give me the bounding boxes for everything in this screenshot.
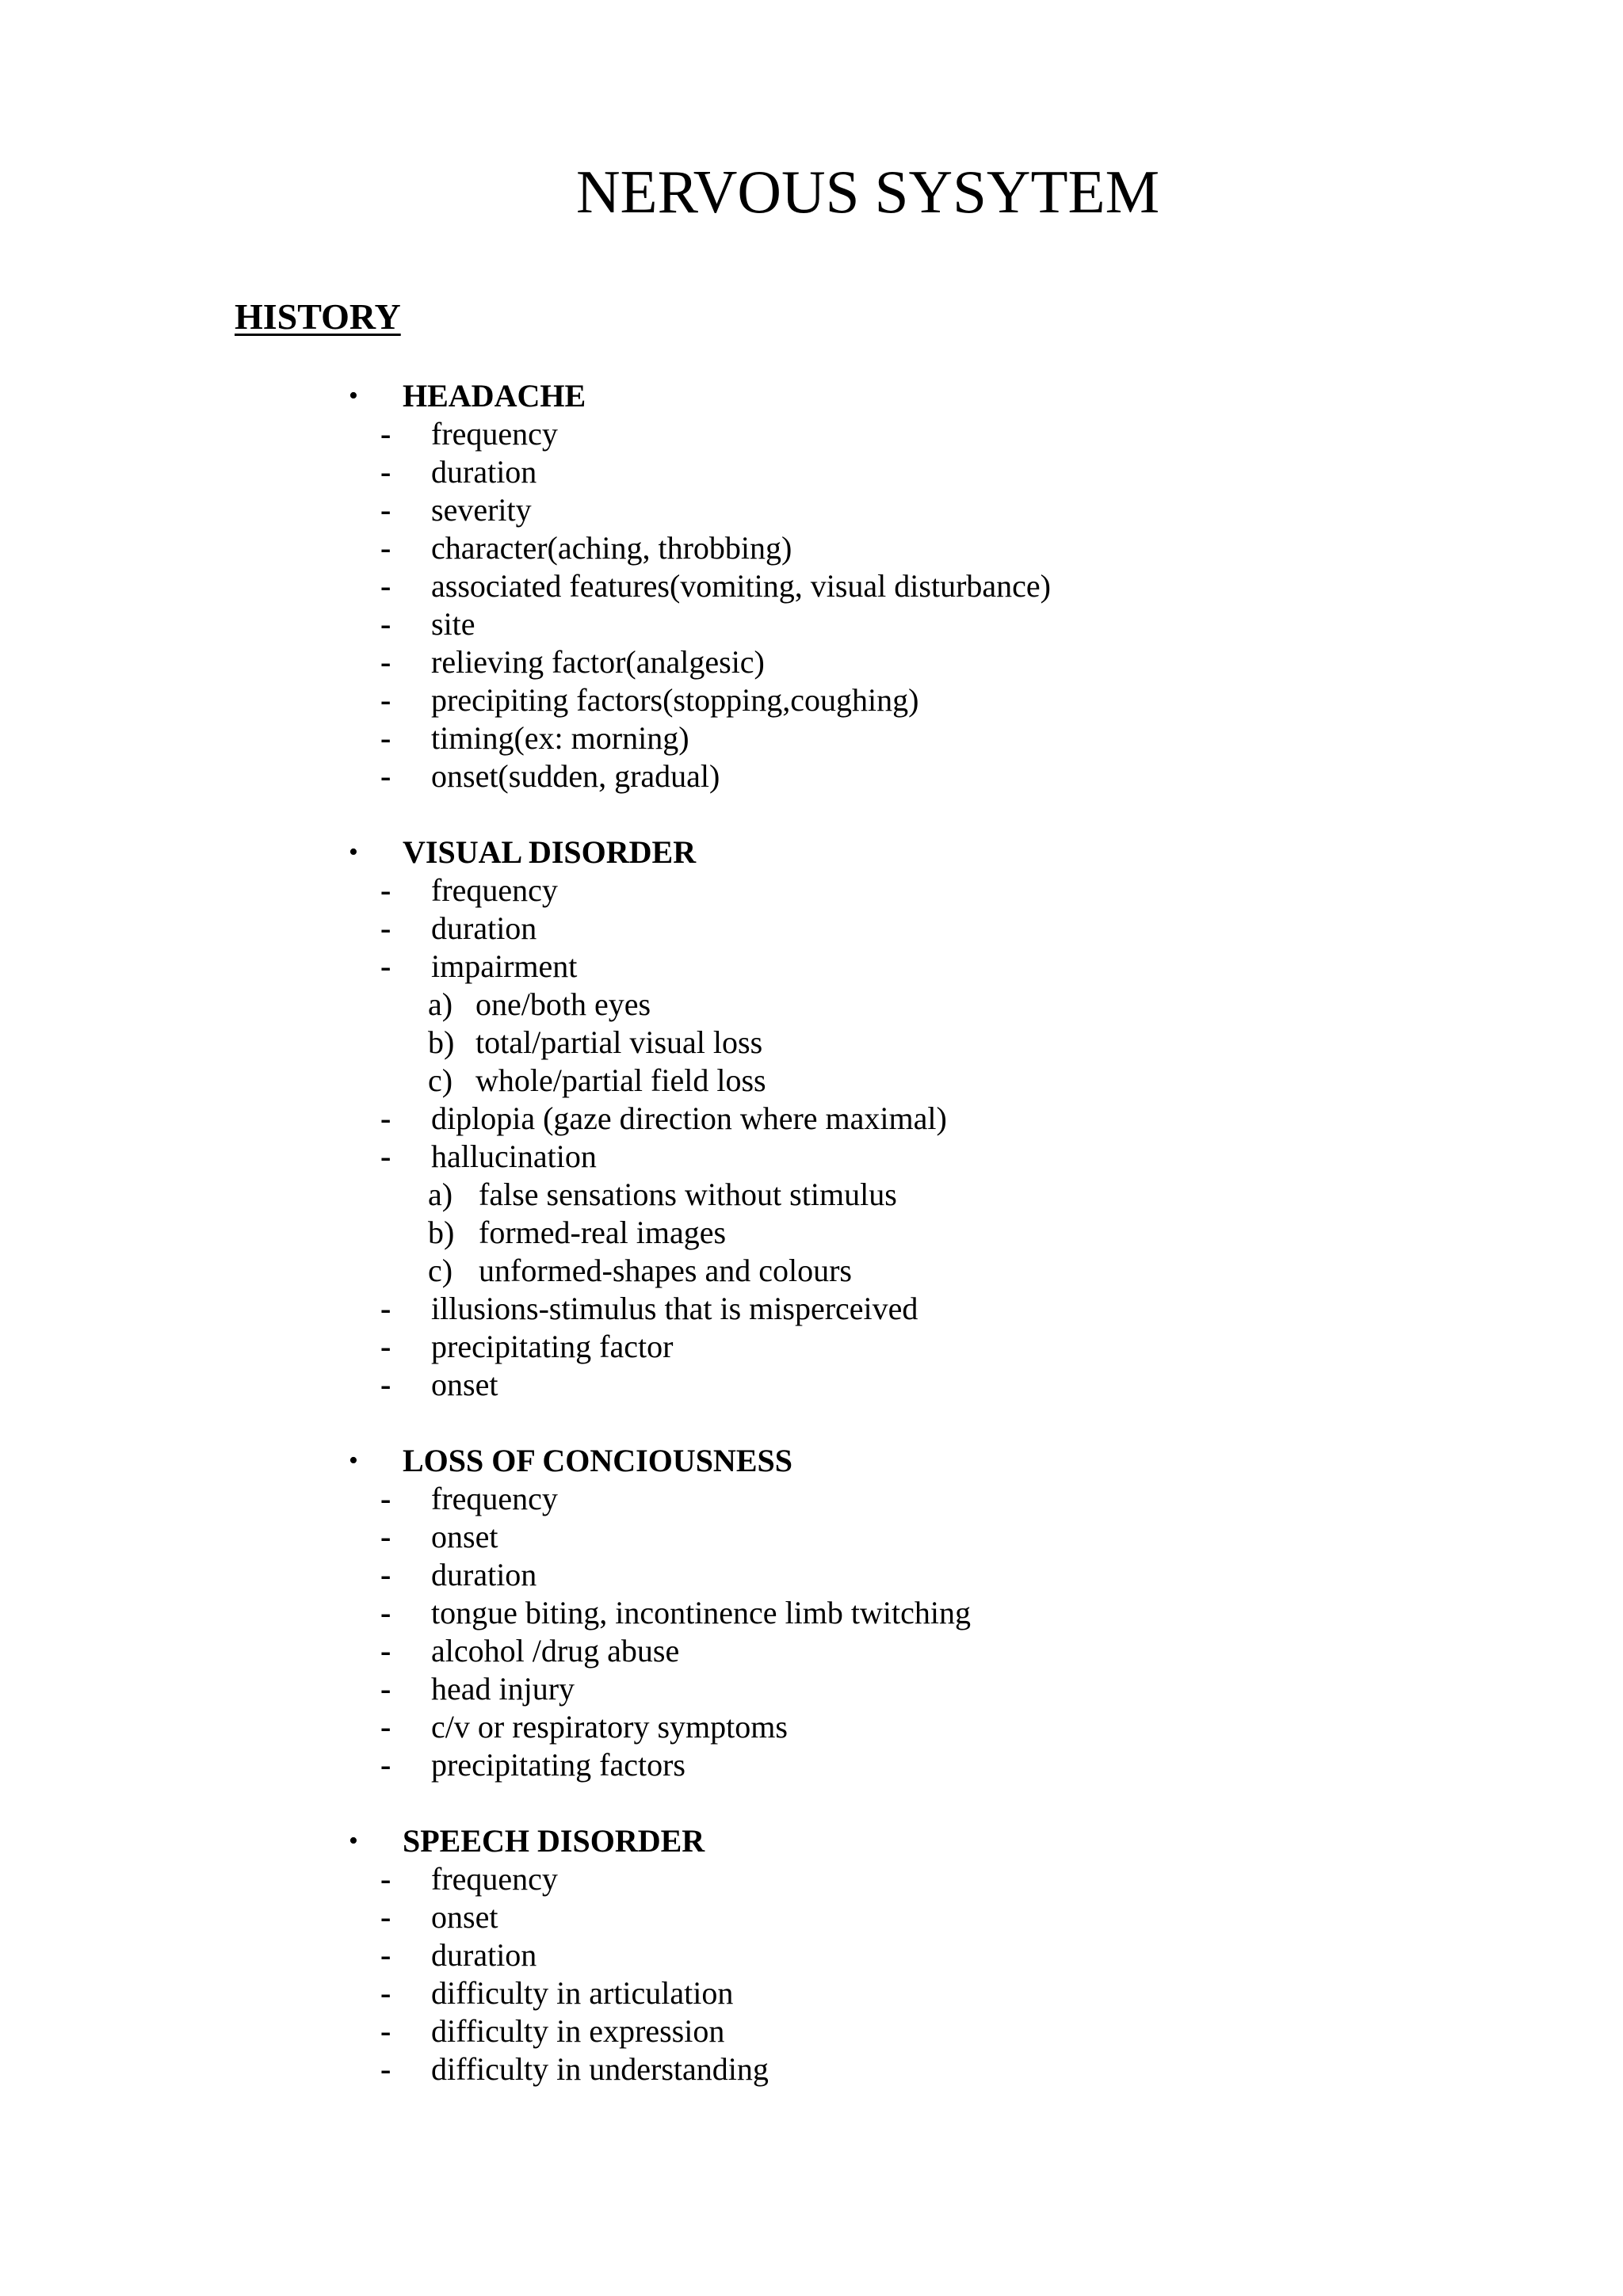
bullet-icon: • (349, 837, 358, 867)
sub-item-marker: c) (428, 1062, 453, 1098)
list-item-text: timing(ex: morning) (431, 720, 689, 756)
list-item (0, 1708, 1623, 1746)
list-item-text: difficulty in understanding (431, 2051, 769, 2087)
list-item (0, 910, 1623, 948)
sub-item-marker: b) (428, 1215, 455, 1250)
sub-item-marker: b) (428, 1024, 455, 1060)
topic-section (0, 1822, 1623, 2088)
dash-bullet-icon: - (380, 682, 391, 718)
topic-section (0, 833, 1623, 1404)
list-item (0, 1974, 1623, 2012)
sub-item-text: one/both eyes (475, 986, 651, 1022)
dash-bullet-icon: - (380, 2051, 391, 2087)
list-item-text: precipitating factors (431, 1747, 685, 1783)
list-item (0, 1556, 1623, 1594)
list-item (0, 1138, 1623, 1176)
sub-list-item (0, 1252, 1623, 1290)
dash-bullet-icon: - (380, 568, 391, 604)
list-item-text: frequency (431, 416, 558, 452)
dash-bullet-icon: - (380, 1899, 391, 1935)
dash-bullet-icon: - (380, 872, 391, 908)
sub-item-marker: a) (428, 1177, 453, 1212)
list-item (0, 567, 1623, 605)
bullet-icon: • (349, 1826, 358, 1855)
dash-bullet-icon: - (380, 1138, 391, 1174)
list-item-text: alcohol /drug abuse (431, 1633, 680, 1669)
list-item (0, 453, 1623, 491)
dash-bullet-icon: - (380, 1709, 391, 1745)
dash-bullet-icon: - (380, 530, 391, 566)
list-item-text: site (431, 606, 475, 642)
list-item-text: diplopia (gaze direction where maximal) (431, 1100, 947, 1136)
list-item (0, 948, 1623, 986)
list-item-text: frequency (431, 1481, 558, 1516)
bullet-icon: • (349, 1446, 358, 1475)
list-item-text: onset (431, 1519, 498, 1554)
section-heading: HISTORY (235, 296, 401, 337)
dash-bullet-icon: - (380, 1861, 391, 1897)
list-item-text: relieving factor(analgesic) (431, 644, 765, 680)
list-item-text: duration (431, 910, 537, 946)
list-item-text: frequency (431, 872, 558, 908)
dash-bullet-icon: - (380, 1291, 391, 1326)
list-item-text: duration (431, 1557, 537, 1592)
list-item-text: duration (431, 454, 537, 490)
list-item (0, 2050, 1623, 2088)
sub-item-marker: c) (428, 1253, 453, 1288)
dash-bullet-icon: - (380, 948, 391, 984)
dash-bullet-icon: - (380, 1975, 391, 2011)
dash-bullet-icon: - (380, 1557, 391, 1592)
topic-title: LOSS OF CONCIOUSNESS (403, 1443, 792, 1478)
dash-bullet-icon: - (380, 1671, 391, 1707)
list-item (0, 1366, 1623, 1404)
sub-list-item (0, 986, 1623, 1024)
list-item (0, 1328, 1623, 1366)
dash-bullet-icon: - (380, 1481, 391, 1516)
list-item (0, 415, 1623, 453)
topic-title: SPEECH DISORDER (403, 1823, 705, 1859)
list-item-text: associated features(vomiting, visual disturbance) (431, 568, 1051, 604)
list-item (0, 1594, 1623, 1632)
list-item-text: head injury (431, 1671, 575, 1707)
topic-title: HEADACHE (403, 378, 586, 414)
list-item (0, 2012, 1623, 2050)
dash-bullet-icon: - (380, 1595, 391, 1630)
list-item (0, 643, 1623, 681)
sub-item-text: whole/partial field loss (475, 1062, 766, 1098)
list-item (0, 1936, 1623, 1974)
topic-heading-row (0, 833, 1623, 871)
list-item (0, 681, 1623, 719)
list-item-text: tongue biting, incontinence limb twitching (431, 1595, 971, 1630)
list-item-text: duration (431, 1937, 537, 1973)
dash-bullet-icon: - (380, 758, 391, 794)
list-item-text: precipiting factors(stopping,coughing) (431, 682, 919, 718)
dash-bullet-icon: - (380, 606, 391, 642)
dash-bullet-icon: - (380, 1519, 391, 1554)
list-item-text: precipitating factor (431, 1329, 674, 1364)
list-item-text: character(aching, throbbing) (431, 530, 792, 566)
dash-bullet-icon: - (380, 1633, 391, 1669)
sub-item-text: formed-real images (479, 1215, 727, 1250)
list-item-text: frequency (431, 1861, 558, 1897)
sub-item-text: unformed-shapes and colours (479, 1253, 852, 1288)
list-item-text: impairment (431, 948, 578, 984)
sub-list-item (0, 1024, 1623, 1062)
list-item-text: onset(sudden, gradual) (431, 758, 720, 794)
list-item-text: illusions-stimulus that is misperceived (431, 1291, 918, 1326)
dash-bullet-icon: - (380, 416, 391, 452)
sub-item-text: false sensations without stimulus (479, 1177, 897, 1212)
topic-heading-row (0, 1442, 1623, 1480)
sub-item-text: total/partial visual loss (475, 1024, 763, 1060)
bullet-icon: • (349, 381, 358, 410)
list-item-text: difficulty in expression (431, 2013, 725, 2049)
dash-bullet-icon: - (380, 492, 391, 528)
list-item (0, 1290, 1623, 1328)
list-item (0, 1480, 1623, 1518)
dash-bullet-icon: - (380, 1367, 391, 1402)
list-item-text: onset (431, 1367, 498, 1402)
list-item-text: onset (431, 1899, 498, 1935)
page-title: NERVOUS SYSYTEM (575, 158, 1160, 226)
dash-bullet-icon: - (380, 1747, 391, 1783)
list-item-text: c/v or respiratory symptoms (431, 1709, 788, 1745)
dash-bullet-icon: - (380, 1937, 391, 1973)
list-item (0, 529, 1623, 567)
list-item (0, 1860, 1623, 1898)
list-item (0, 1518, 1623, 1556)
list-item (0, 1670, 1623, 1708)
sub-item-marker: a) (428, 986, 453, 1022)
sub-list-item (0, 1214, 1623, 1252)
list-item (0, 1100, 1623, 1138)
list-item (0, 719, 1623, 757)
list-item (0, 1746, 1623, 1784)
list-item (0, 491, 1623, 529)
sub-list-item (0, 1176, 1623, 1214)
list-item (0, 1898, 1623, 1936)
dash-bullet-icon: - (380, 644, 391, 680)
dash-bullet-icon: - (380, 1100, 391, 1136)
list-item-text: hallucination (431, 1138, 597, 1174)
list-item (0, 871, 1623, 910)
topic-heading-row (0, 1822, 1623, 1860)
dash-bullet-icon: - (380, 1329, 391, 1364)
sub-list-item (0, 1062, 1623, 1100)
topic-list (0, 377, 1623, 2126)
dash-bullet-icon: - (380, 910, 391, 946)
list-item (0, 1632, 1623, 1670)
dash-bullet-icon: - (380, 454, 391, 490)
list-item (0, 605, 1623, 643)
topic-section (0, 1442, 1623, 1784)
topic-title: VISUAL DISORDER (403, 834, 697, 870)
dash-bullet-icon: - (380, 2013, 391, 2049)
dash-bullet-icon: - (380, 720, 391, 756)
list-item-text: severity (431, 492, 532, 528)
list-item (0, 757, 1623, 795)
topic-section (0, 377, 1623, 795)
topic-heading-row (0, 377, 1623, 415)
list-item-text: difficulty in articulation (431, 1975, 734, 2011)
